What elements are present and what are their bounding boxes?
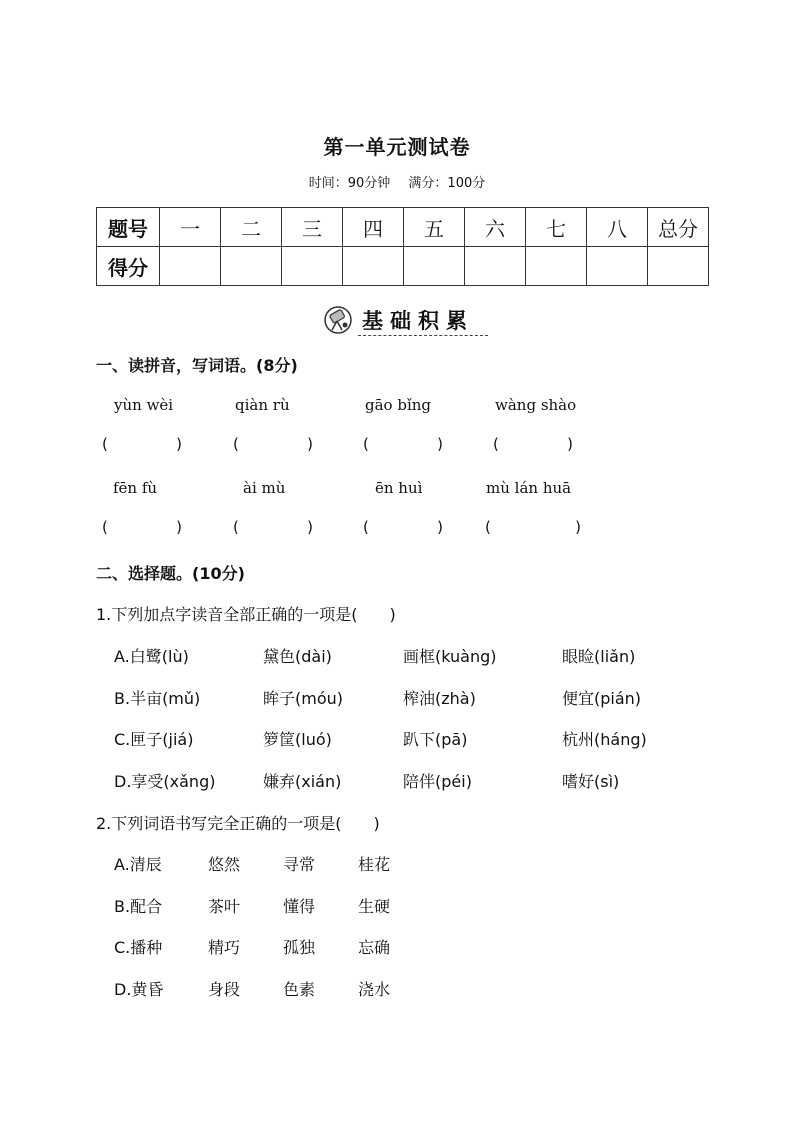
full-score: 满分：100分 <box>408 176 486 191</box>
question-2-stem: 2.下列词语书写完全正确的一项是( ) <box>96 814 380 833</box>
option-b-item[interactable]: B.半亩(mǔ) <box>114 689 201 708</box>
score-table-header-row <box>97 208 709 247</box>
option-d-item: 嗜好(sì) <box>562 772 620 791</box>
section1-heading: 一、读拼音，写词语。(8分) <box>96 356 298 375</box>
option-d-item: 浇水 <box>358 980 391 999</box>
answer-blank[interactable]: ( ) <box>233 435 313 453</box>
option-c-item: 孤独 <box>283 938 316 957</box>
option-c-item: 精巧 <box>208 938 241 957</box>
score-input-cell[interactable] <box>587 247 648 286</box>
option-c-item[interactable]: C.匣子(jiá) <box>114 730 194 749</box>
score-cell: 总分 <box>648 208 709 247</box>
option-d-item[interactable]: D.黄昏 <box>114 980 164 999</box>
score-table <box>96 207 709 286</box>
score-cell: 七 <box>526 208 587 247</box>
option-a-item: 眼睑(liǎn) <box>562 647 636 666</box>
score-input-cell[interactable] <box>465 247 526 286</box>
question-1-stem: 1.下列加点字读音全部正确的一项是( ) <box>96 605 396 624</box>
option-b-item: 懂得 <box>283 897 316 916</box>
pinyin: gāo bǐng <box>365 396 432 414</box>
answer-blank[interactable]: ( ) <box>485 518 581 536</box>
score-cell: 二 <box>221 208 282 247</box>
score-input-cell[interactable] <box>282 247 343 286</box>
banner-underline <box>358 335 488 336</box>
pinyin: ēn huì <box>375 479 423 497</box>
option-d-item: 身段 <box>208 980 241 999</box>
option-c-item: 箩筐(luó) <box>263 730 332 749</box>
pinyin: fēn fù <box>113 479 158 497</box>
score-cell: 一 <box>160 208 221 247</box>
answer-blank[interactable]: ( ) <box>493 435 573 453</box>
exam-info <box>0 172 794 191</box>
score-input-cell[interactable] <box>160 247 221 286</box>
option-a-item: 悠然 <box>208 855 241 874</box>
score-table-score-row <box>97 247 709 286</box>
pinyin: wàng shào <box>495 396 577 414</box>
pinyin: ài mù <box>243 479 286 497</box>
option-a-item: 画框(kuàng) <box>403 647 497 666</box>
answer-blank[interactable]: ( ) <box>363 518 443 536</box>
pinyin: mù lán huā <box>486 479 572 497</box>
answer-blank[interactable]: ( ) <box>233 518 313 536</box>
option-b-item: 眸子(móu) <box>263 689 344 708</box>
score-input-cell[interactable] <box>343 247 404 286</box>
section2-heading: 二、选择题。(10分) <box>96 564 245 583</box>
score-input-cell[interactable] <box>221 247 282 286</box>
option-d-item: 陪伴(péi) <box>403 772 472 791</box>
option-a-item: 桂花 <box>358 855 391 874</box>
score-row-label: 得分 <box>97 247 160 286</box>
option-c-item[interactable]: C.播种 <box>114 938 163 957</box>
score-cell: 六 <box>465 208 526 247</box>
option-b-item: 茶叶 <box>208 897 241 916</box>
score-cell: 三 <box>282 208 343 247</box>
option-a-item: 寻常 <box>283 855 316 874</box>
score-cell: 五 <box>404 208 465 247</box>
pinyin: qiàn rù <box>235 396 290 414</box>
option-c-item: 趴下(pā) <box>403 730 468 749</box>
answer-blank[interactable]: ( ) <box>102 435 182 453</box>
pinyin: yùn wèi <box>114 396 174 414</box>
score-cell: 四 <box>343 208 404 247</box>
option-b-item: 生硬 <box>358 897 391 916</box>
option-c-item: 杭州(háng) <box>562 730 647 749</box>
answer-blank[interactable]: ( ) <box>102 518 182 536</box>
option-b-item[interactable]: B.配合 <box>114 897 163 916</box>
telescope-icon <box>322 305 354 335</box>
option-d-item: 色素 <box>283 980 316 999</box>
time-limit: 时间：90分钟 <box>308 176 391 191</box>
section-banner <box>322 303 492 337</box>
option-a-item[interactable]: A.白鹭(lù) <box>114 647 189 666</box>
page-title: 第一单元测试卷 <box>323 135 471 159</box>
score-input-cell[interactable] <box>648 247 709 286</box>
option-b-item: 便宜(pián) <box>562 689 642 708</box>
banner-label: 基础积累 <box>362 309 474 333</box>
option-d-item: 嫌弃(xián) <box>263 772 342 791</box>
score-input-cell[interactable] <box>404 247 465 286</box>
option-a-item[interactable]: A.清辰 <box>114 855 162 874</box>
score-cell: 八 <box>587 208 648 247</box>
score-input-cell[interactable] <box>526 247 587 286</box>
option-a-item: 黛色(dài) <box>263 647 332 666</box>
option-b-item: 榨油(zhà) <box>403 689 476 708</box>
option-c-item: 忘确 <box>358 938 391 957</box>
option-d-item[interactable]: D.享受(xǎng) <box>114 772 216 791</box>
answer-blank[interactable]: ( ) <box>363 435 443 453</box>
score-cell: 题号 <box>97 208 160 247</box>
